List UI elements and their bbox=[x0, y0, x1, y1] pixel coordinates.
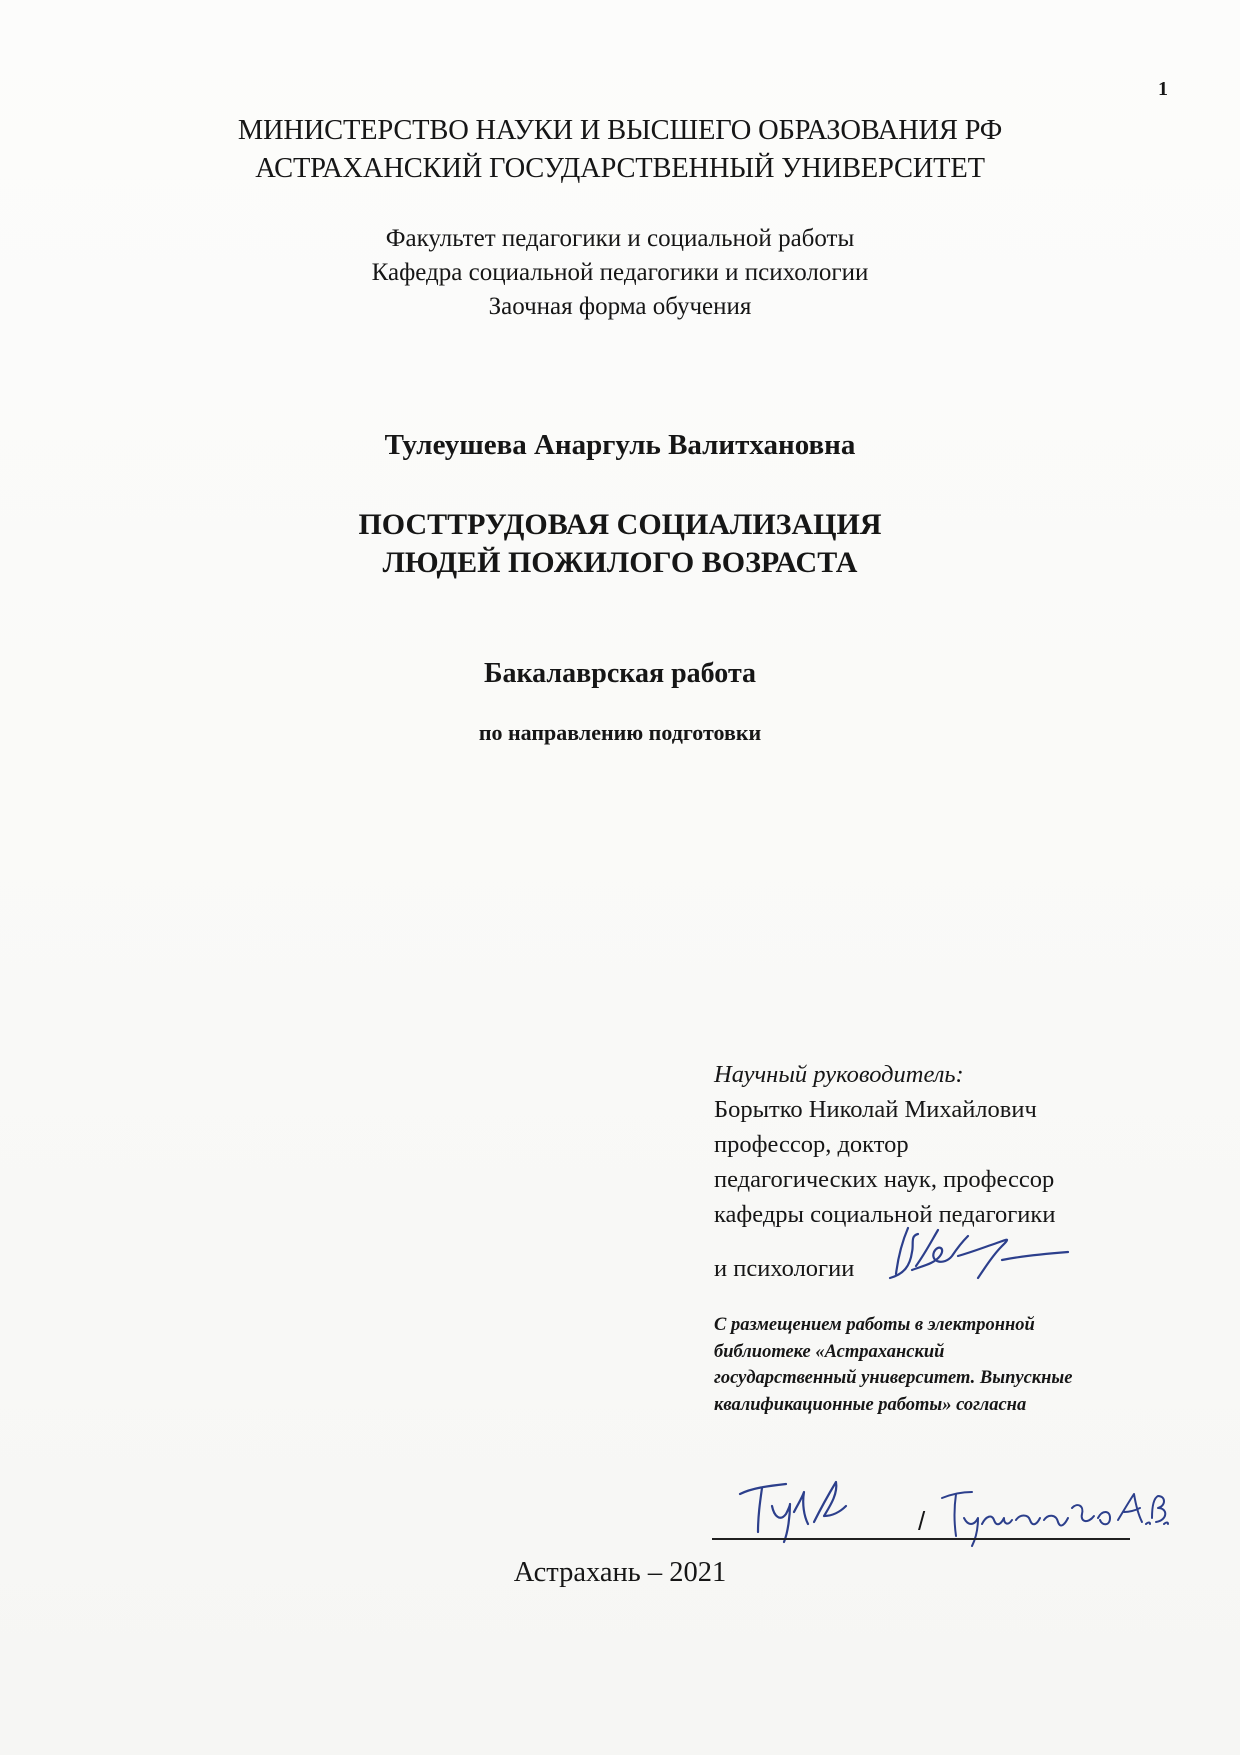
thesis-title bbox=[0, 506, 1240, 582]
ministry-line: МИНИСТЕРСТВО НАУКИ И ВЫСШЕГО ОБРАЗОВАНИЯ РФ bbox=[237, 115, 1003, 146]
consent-line: С размещением работы в электронной bbox=[714, 1315, 1035, 1335]
study-form-line: Заочная форма обучения bbox=[488, 293, 752, 320]
consent-line: государственный университет. Выпускные bbox=[714, 1368, 1073, 1388]
signature-underline bbox=[712, 1538, 1130, 1540]
department-line: Кафедра социальной педагогики и психологии bbox=[371, 259, 869, 286]
city-year: Астрахань – 2021 bbox=[513, 1557, 727, 1588]
university-line: АСТРАХАНСКИЙ ГОСУДАРСТВЕННЫЙ УНИВЕРСИТЕТ bbox=[255, 153, 985, 184]
faculty-info bbox=[0, 222, 1240, 324]
supervisor-block bbox=[714, 1057, 1144, 1286]
supervisor-signature bbox=[882, 1222, 1072, 1286]
thesis-title-line: ПОСТТРУДОВАЯ СОЦИАЛИЗАЦИЯ bbox=[358, 508, 882, 541]
study-direction: по направлению подготовки bbox=[478, 720, 762, 745]
library-consent bbox=[714, 1312, 1154, 1418]
supervisor-degree: педагогических наук, профессор bbox=[714, 1166, 1055, 1193]
author-name: Тулеушева Анаргуль Валитхановна bbox=[384, 429, 856, 461]
supervisor-degree: профессор, доктор bbox=[714, 1131, 909, 1158]
student-signature-line bbox=[712, 1476, 1172, 1546]
supervisor-department: и психологии bbox=[714, 1255, 855, 1282]
page-number: 1 bbox=[1158, 78, 1168, 100]
thesis-title-line: ЛЮДЕЙ ПОЖИЛОГО ВОЗРАСТА bbox=[382, 546, 858, 579]
supervisor-name: Борытко Николай Михайлович bbox=[714, 1096, 1037, 1123]
student-signature bbox=[732, 1476, 862, 1546]
supervisor-signature-row bbox=[714, 1232, 1144, 1286]
consent-line: библиотеке «Астраханский bbox=[714, 1341, 945, 1362]
ministry-header bbox=[0, 112, 1240, 188]
supervisor-heading: Научный руководитель: bbox=[714, 1061, 964, 1088]
signature-separator: / bbox=[918, 1506, 926, 1536]
faculty-line: Факультет педагогики и социальной работы bbox=[385, 225, 855, 252]
supervisor-department: кафедры социальной педагогики bbox=[714, 1201, 1056, 1228]
consent-line: квалификационные работы» согласна bbox=[714, 1394, 1027, 1415]
work-type: Бакалаврская работа bbox=[483, 658, 757, 689]
